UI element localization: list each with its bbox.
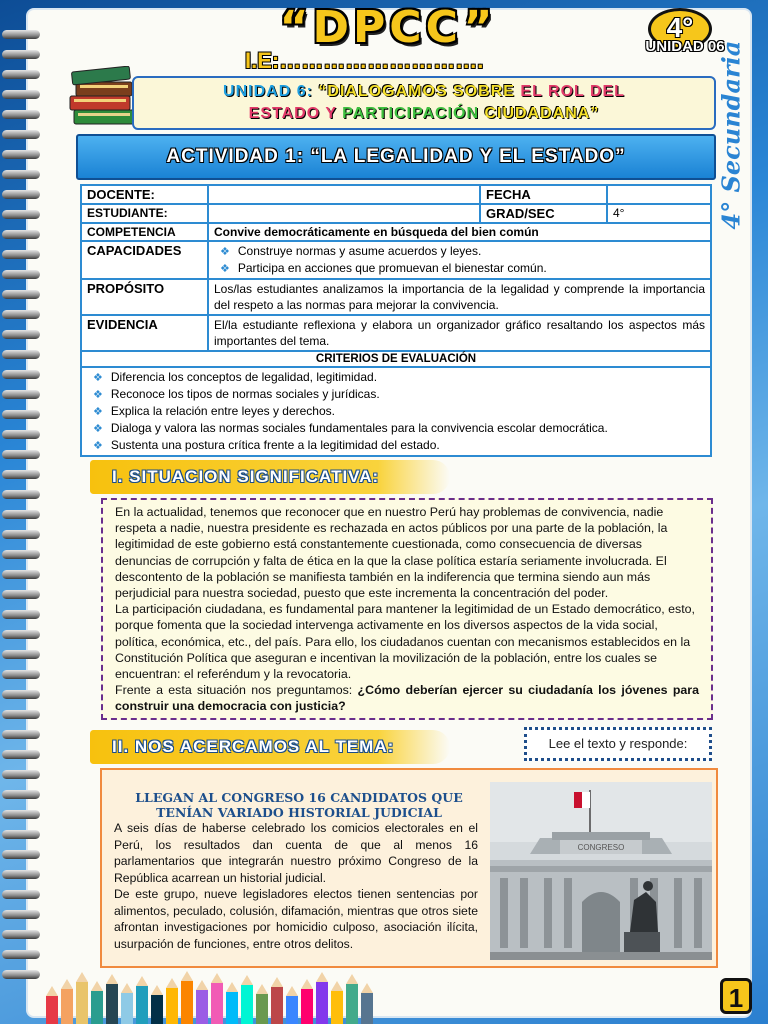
docente-field[interactable] [208,185,480,204]
congress-photo [490,782,712,960]
spiral-ring [2,330,40,339]
spiral-ring [2,890,40,899]
unit-title-part: CIUDADANA” [484,105,600,122]
spiral-ring [2,370,40,379]
fecha-field[interactable] [607,185,711,204]
spiral-ring [2,810,40,819]
spiral-ring [2,290,40,299]
pencil [136,976,148,1024]
pencil [196,980,208,1024]
unit-title-part: “DIALOGAMOS SOBRE [318,83,521,100]
unit-label: UNIDAD 6: [223,83,319,100]
capacidades-list [214,243,705,277]
question-text: ¿Cómo deberían ejercer su ciudadanía los jóvenes para construir una democracia con justicia? [115,683,699,714]
criterio-item: ❖ Dialoga y valora las normas sociales fundamentales para la convivencia escolar democrática. [93,420,705,437]
situation-box [101,498,713,720]
table-row [81,241,711,279]
spiral-ring [2,230,40,239]
table-row [81,185,711,204]
table-row [81,279,711,315]
books-icon [66,66,138,132]
table-row [81,223,711,241]
criterio-item: ❖ Explica la relación entre leyes y derechos. [93,403,705,420]
activity-title: ACTIVIDAD 1: “LA LEGALIDAD Y EL ESTADO” [76,134,716,180]
situation-paragraph: En la actualidad, tenemos que reconocer que en nuestro Perú hay problemas de convivencia, nadie respeta a nadie, nuestra presidente es rechazada en actos públicos por una parte de la población, la legitimidad de este gobierno está constantemente cuestionada, como consecuencia de diversas denuncias de corrupción y falta de ética en la que la clase política estaría seriamente involucrada. El descontento de la población se manifiesta también en la indiferencia que termina siendo aun más perjudicial para nuestra sociedad, puesto que este incrementa la concentración del poder. [115,505,668,601]
criterio-item: ❖ Diferencia los conceptos de legalidad, legitimidad. [93,369,705,386]
spiral-ring [2,190,40,199]
spiral-binding [2,30,44,990]
situation-question [115,682,699,714]
unit-banner [132,76,716,130]
table-row [81,351,711,367]
criterios-cell [81,367,711,456]
pencil [361,983,373,1024]
pencil [316,972,328,1024]
spiral-ring [2,650,40,659]
evidencia-label: EVIDENCIA [81,315,208,351]
spiral-ring [2,250,40,259]
spiral-ring [2,570,40,579]
side-grade-text: 4° Secundaria [716,40,746,230]
section-1-header: I. SITUACION SIGNIFICATIVA: [90,460,450,494]
table-row [81,315,711,351]
spiral-ring [2,410,40,419]
news-paragraph: A seis días de haberse celebrado los comicios electorales en el Perú, los resultados dan cuenta de que al menos 16 parlamentarios que integrarán nuestro próximo Congreso de la República acarrean un historial judicial. [114,821,478,885]
news-paragraph: De este grupo, nueve legisladores electos tienen sentencias por alimentos, peculado, colusión, difamación, mientras que otros siete afrontan investigaciones por homicidio culposo, asociación ilícita, usurpación de funciones, entre otros delitos. [114,887,478,951]
pencil [286,986,298,1024]
criterio-item: ❖ Sustenta una postura crítica frente a la legitimidad del estado. [93,437,705,454]
spiral-ring [2,430,40,439]
news-body [114,820,478,952]
unit-banner-line2 [134,103,714,125]
spiral-ring [2,790,40,799]
spiral-ring [2,390,40,399]
spiral-ring [2,450,40,459]
situation-paragraph: La participación ciudadana, es fundamental para mantener la legitimidad de un Estado democrático, esto, porque fomenta que la sociedad intervenga activamente en los diversos aspectos de la vida social, política, económica, etc., del país. Para ello, los ciudadanos cuentan con mecanismos establecidos en la Constitución Política que aseguran e incentivan la movilización de la población, entre los cuales se encuentran: el referéndum y la revocatoria. [115,602,695,682]
pencil [346,974,358,1024]
criterios-list [87,369,705,454]
spiral-ring [2,350,40,359]
news-box [100,768,718,968]
estudiante-label: ESTUDIANTE: [81,204,208,223]
spiral-ring [2,610,40,619]
spiral-ring [2,950,40,959]
gradsec-label: GRAD/SEC [480,204,607,223]
pencil [241,975,253,1024]
capacidades-label: CAPACIDADES [81,241,208,279]
pencil [91,981,103,1024]
spiral-ring [2,830,40,839]
spiral-ring [2,590,40,599]
competencia-label: COMPETENCIA [81,223,208,241]
pencil [61,979,73,1024]
gradsec-field[interactable]: 4° [607,204,711,223]
fecha-label: FECHA [480,185,607,204]
pencil [166,978,178,1024]
spiral-ring [2,130,40,139]
estudiante-field[interactable] [208,204,480,223]
unit-title-part: EL ROL DEL [520,83,625,100]
side-grade-label [710,40,750,240]
spiral-ring [2,550,40,559]
spiral-ring [2,690,40,699]
grade-badge: 4° [648,8,712,50]
pencil [76,972,88,1024]
pencil [151,985,163,1024]
course-title: “DPCC” [279,2,497,53]
news-title: LLEGAN AL CONGRESO 16 CANDIDATOS QUE TENÍAN VARIADO HISTORIAL JUDICIAL [135,790,463,820]
proposito-label: PROPÓSITO [81,279,208,315]
spiral-ring [2,670,40,679]
proposito-value: Los/las estudiantes analizamos la importancia de la legalidad y comprende la importancia del respeto a las normas para mejorar la convivencia. [208,279,711,315]
pencil [271,977,283,1024]
pencil [331,981,343,1024]
capacidades-cell [208,241,711,279]
spiral-ring [2,870,40,879]
table-row [81,204,711,223]
unit-title-part: PARTICIPACIÓN [342,105,485,122]
capacidad-item: ❖ Construye normas y asume acuerdos y leyes. [220,243,705,260]
spiral-ring [2,210,40,219]
criterios-label: CRITERIOS DE EVALUACIÓN [81,351,711,367]
spiral-ring [2,310,40,319]
pencil [181,971,193,1024]
spiral-ring [2,110,40,119]
spiral-ring [2,70,40,79]
spiral-ring [2,710,40,719]
pencil [301,979,313,1024]
spiral-ring [2,930,40,939]
table-row [81,367,711,456]
spiral-ring [2,850,40,859]
colored-pencils-decoration [40,964,380,1024]
evidencia-value: El/la estudiante reflexiona y elabora un organizador gráfico resaltando los aspectos más importantes del tema. [208,315,711,351]
unit-banner-line1 [134,81,714,103]
pencil [226,982,238,1024]
pencil [46,986,58,1024]
docente-label: DOCENTE: [81,185,208,204]
unit-badge: UNIDAD 06 [645,38,725,55]
spiral-ring [2,910,40,919]
reading-instruction: Lee el texto y responde: [524,727,712,761]
pencil [121,983,133,1024]
spiral-ring [2,30,40,39]
page-number: 1 [720,978,752,1014]
activity-info-table [80,184,712,457]
spiral-ring [2,530,40,539]
spiral-ring [2,770,40,779]
spiral-ring [2,90,40,99]
photo-sign: CONGRESO [577,843,625,852]
spiral-ring [2,270,40,279]
spiral-ring [2,510,40,519]
spiral-ring [2,490,40,499]
criterio-item: ❖ Reconoce los tipos de normas sociales y jurídicas. [93,386,705,403]
school-name-line: I.E:………………………. [245,48,484,73]
competencia-value: Convive democráticamente en búsqueda del bien común [208,223,711,241]
capacidad-item: ❖ Participa en acciones que promuevan el bienestar común. [220,260,705,277]
question-lead: Frente a esta situación nos preguntamos: [115,683,358,698]
spiral-ring [2,50,40,59]
pencil [106,974,118,1024]
pencil [211,973,223,1024]
spiral-ring [2,170,40,179]
spiral-ring [2,150,40,159]
pencil [256,984,268,1024]
spiral-ring [2,750,40,759]
spiral-ring [2,970,40,979]
spiral-ring [2,730,40,739]
section-2-header: II. NOS ACERCAMOS AL TEMA: [90,730,450,764]
spiral-ring [2,630,40,639]
unit-title-part: ESTADO Y [248,105,343,122]
spiral-ring [2,470,40,479]
